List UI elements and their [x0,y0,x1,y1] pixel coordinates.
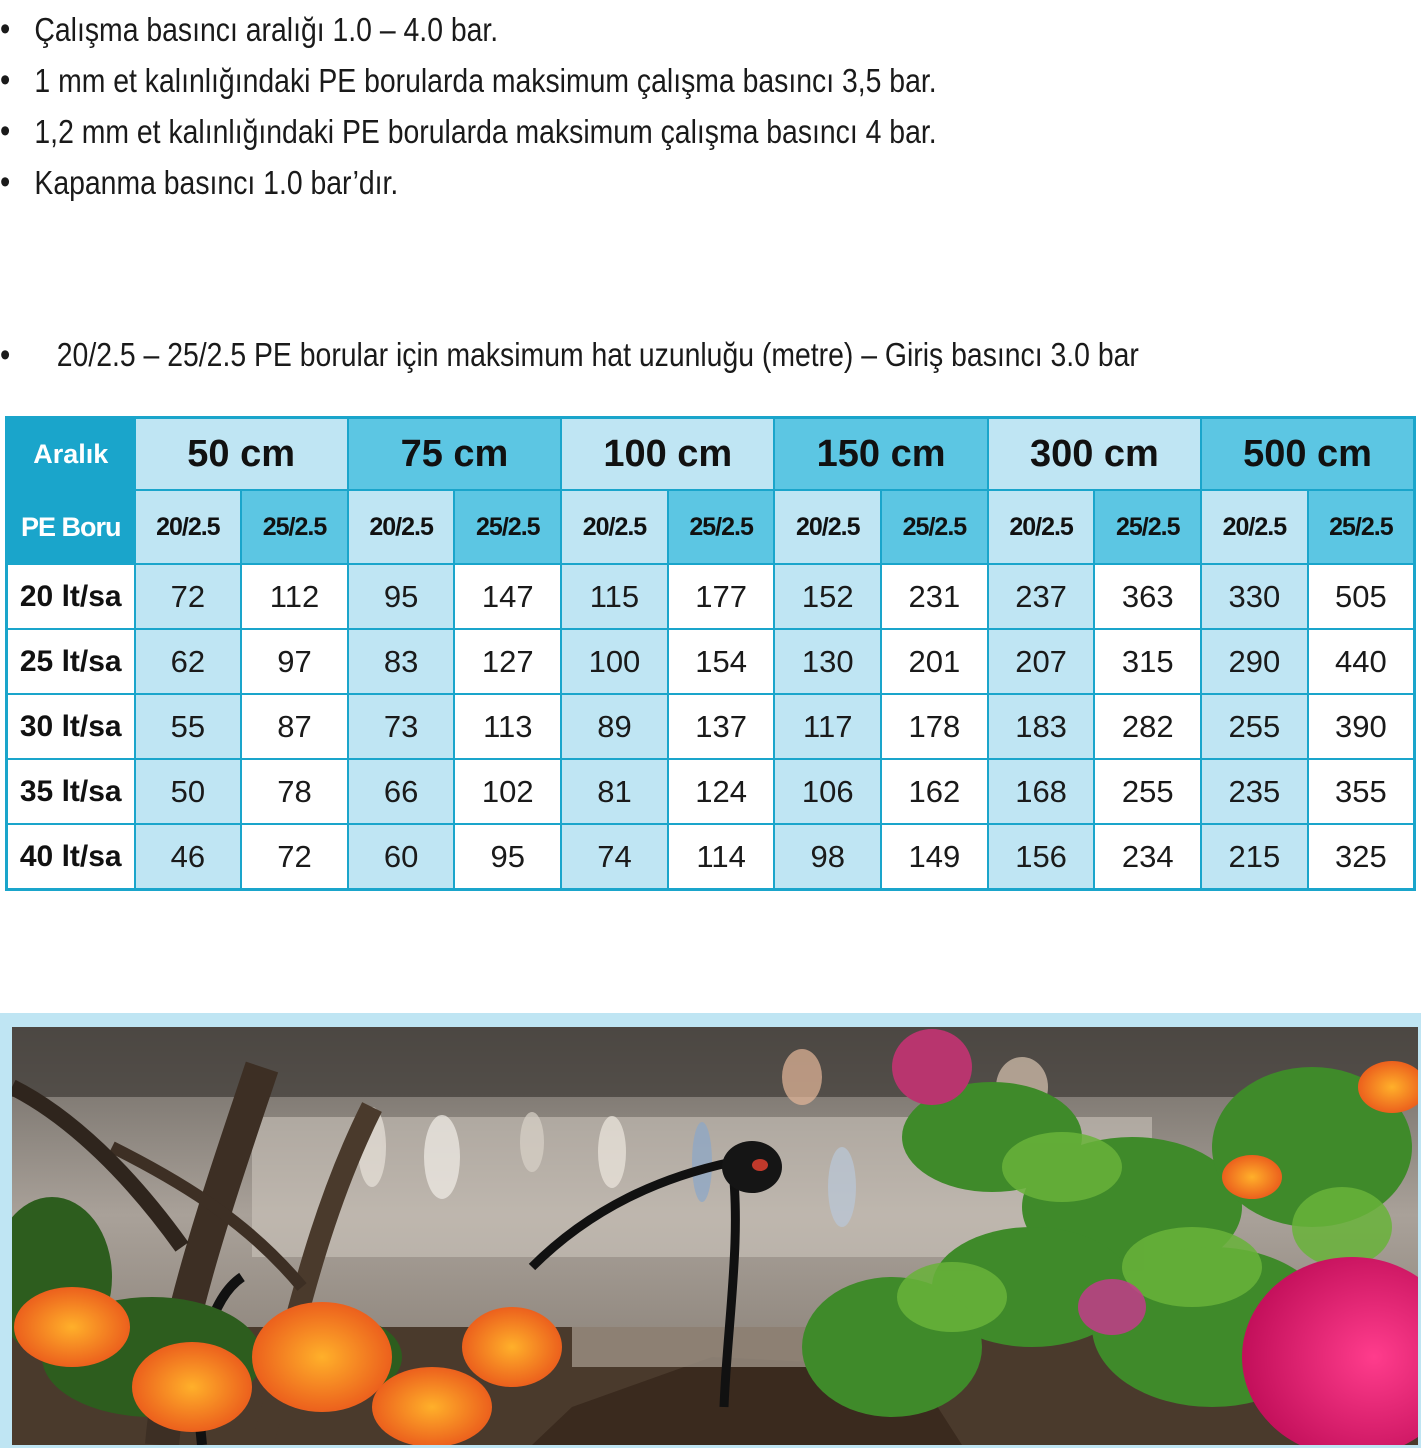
pipe-header: 25/2.5 [454,490,561,564]
table-cell: 62 [135,629,242,694]
pipe-header: 20/2.5 [135,490,242,564]
table-cell: 237 [988,564,1095,629]
table-cell: 178 [881,694,988,759]
pipe-header-row [7,490,1415,564]
table-cell: 152 [774,564,881,629]
table-cell: 124 [668,759,775,824]
pipe-header: 25/2.5 [668,490,775,564]
flow-rate-label: 35 lt/sa [7,759,135,824]
table-cell: 390 [1308,694,1415,759]
max-line-length-table [5,416,1416,891]
table-row [7,564,1415,629]
spacing-header: 50 cm [135,418,348,491]
pipe-header: 20/2.5 [774,490,881,564]
table-cell: 282 [1094,694,1201,759]
table-cell: 117 [774,694,881,759]
table-cell: 50 [135,759,242,824]
table-cell: 440 [1308,629,1415,694]
table-row [7,759,1415,824]
table-cell: 127 [454,629,561,694]
bullet-closing-pressure: • Kapanma basıncı 1.0 bar’dır. [0,157,937,208]
table-cell: 81 [561,759,668,824]
pipe-header: 20/2.5 [348,490,455,564]
table-row [7,629,1415,694]
bullet-1-2mm-pipe: • 1,2 mm et kalınlığındaki PE borularda maksimum çalışma basıncı 4 bar. [0,106,937,157]
table-cell: 149 [881,824,988,890]
table-cell: 114 [668,824,775,890]
table-cell: 147 [454,564,561,629]
table-cell: 207 [988,629,1095,694]
pipe-header: 20/2.5 [988,490,1095,564]
table-cell: 78 [241,759,348,824]
table-cell: 201 [881,629,988,694]
table-cell: 112 [241,564,348,629]
table-cell: 95 [454,824,561,890]
table-cell: 162 [881,759,988,824]
bullet-1mm-pipe: • 1 mm et kalınlığındaki PE borularda maksimum çalışma basıncı 3,5 bar. [0,55,937,106]
table-cell: 100 [561,629,668,694]
table-cell: 154 [668,629,775,694]
table-cell: 97 [241,629,348,694]
table-cell: 255 [1201,694,1308,759]
pipe-header: 25/2.5 [241,490,348,564]
table-cell: 73 [348,694,455,759]
flow-rate-label: 25 lt/sa [7,629,135,694]
table-cell: 72 [241,824,348,890]
table-cell: 115 [561,564,668,629]
table-cell: 168 [988,759,1095,824]
pipe-header: 20/2.5 [1201,490,1308,564]
flow-rate-label: 20 lt/sa [7,564,135,629]
spacing-header: 300 cm [988,418,1201,491]
table-cell: 156 [988,824,1095,890]
bullet-dot: • [0,336,11,374]
table-cell: 290 [1201,629,1308,694]
table-row [7,694,1415,759]
table-cell: 363 [1094,564,1201,629]
table-cell: 72 [135,564,242,629]
table-cell: 95 [348,564,455,629]
table-caption [0,330,1139,380]
pipe-header: 25/2.5 [881,490,988,564]
pipe-header: 20/2.5 [561,490,668,564]
table-cell: 137 [668,694,775,759]
table-cell: 235 [1201,759,1308,824]
feature-list [0,4,1089,208]
table-cell: 505 [1308,564,1415,629]
table-cell: 234 [1094,824,1201,890]
pipe-header: 25/2.5 [1308,490,1415,564]
table-cell: 102 [454,759,561,824]
table-cell: 98 [774,824,881,890]
spacing-header: 75 cm [348,418,561,491]
table-cell: 215 [1201,824,1308,890]
table-cell: 183 [988,694,1095,759]
bullet-pressure-range: • Çalışma basıncı aralığı 1.0 – 4.0 bar. [0,4,937,55]
table-caption-text: 20/2.5 – 25/2.5 PE borular için maksimum hat uzunluğu (metre) – Giriş basıncı 3.0 bar [56,336,1139,373]
table-cell: 60 [348,824,455,890]
pipe-header: 25/2.5 [1094,490,1201,564]
corner-spacing-label: Aralık [7,418,135,491]
table-cell: 46 [135,824,242,890]
flow-rate-label: 40 lt/sa [7,824,135,890]
table-cell: 89 [561,694,668,759]
drip-emitter-flower-photo [12,1027,1418,1445]
table-cell: 325 [1308,824,1415,890]
spacing-header: 150 cm [774,418,987,491]
table-cell: 355 [1308,759,1415,824]
spacing-header-row [7,418,1415,491]
table-row [7,824,1415,890]
spacing-header: 100 cm [561,418,774,491]
table-cell: 83 [348,629,455,694]
spacing-header: 500 cm [1201,418,1414,491]
table-cell: 255 [1094,759,1201,824]
photo-frame [0,1013,1421,1448]
table-cell: 106 [774,759,881,824]
table-cell: 231 [881,564,988,629]
corner-pipe-label: PE Boru [7,490,135,564]
table-cell: 74 [561,824,668,890]
table-cell: 315 [1094,629,1201,694]
photo-illustration [12,1027,1418,1445]
flow-rate-label: 30 lt/sa [7,694,135,759]
table-cell: 55 [135,694,242,759]
table-cell: 177 [668,564,775,629]
table-cell: 66 [348,759,455,824]
table-cell: 330 [1201,564,1308,629]
table-cell: 87 [241,694,348,759]
table-cell: 130 [774,629,881,694]
table-body [7,564,1415,890]
table-cell: 113 [454,694,561,759]
